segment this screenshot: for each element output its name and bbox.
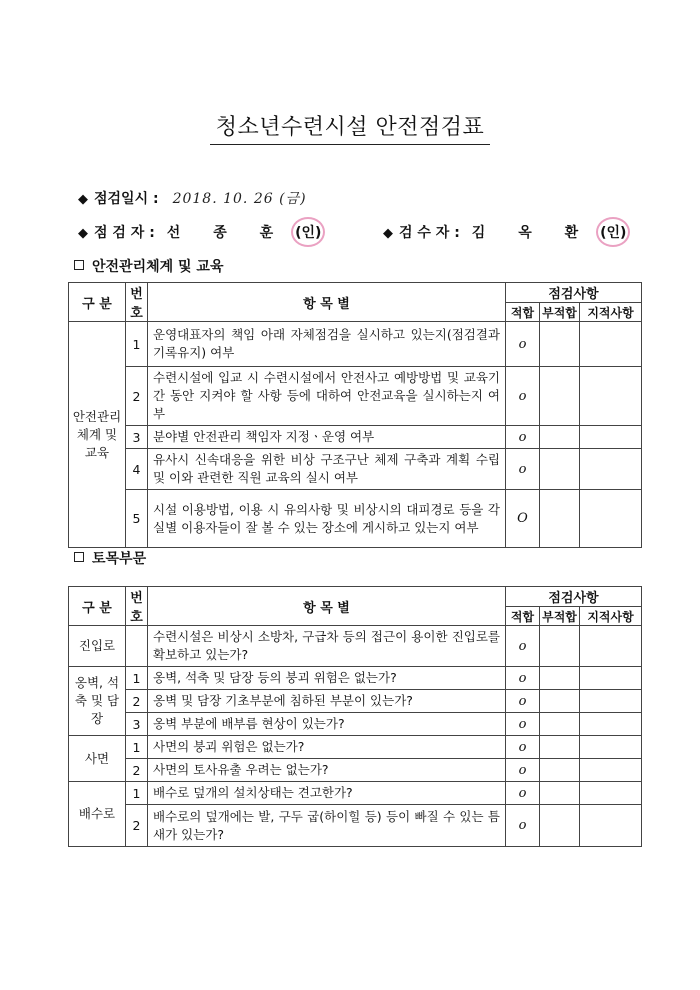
ng-cell — [540, 690, 580, 713]
item-text: 수련시설에 입교 시 수련시설에서 안전사고 예방방법 및 교육기간 동안 지켜야 할 사항 등에 대하여 안전교육을 실시하는지 여부 — [148, 367, 506, 426]
ok-mark: o — [506, 449, 540, 490]
category-cell: 진입로 — [69, 626, 126, 667]
ok-mark: o — [506, 426, 540, 449]
col-ok-header: 적합 — [506, 607, 540, 626]
col-note-header: 지적사항 — [580, 303, 642, 322]
table-row — [69, 736, 642, 759]
diamond-bullet-icon: ◆ — [78, 226, 88, 241]
inspector-seal: (인) — [295, 222, 321, 242]
table-row — [69, 426, 642, 449]
note-cell — [580, 805, 642, 847]
table-row — [69, 805, 642, 847]
row-number: 3 — [126, 426, 148, 449]
row-number: 1 — [126, 322, 148, 367]
row-number: 1 — [126, 667, 148, 690]
col-number-header: 번호 — [126, 587, 148, 626]
diamond-bullet-icon: ◆ — [383, 226, 393, 241]
ng-cell — [540, 759, 580, 782]
ng-cell — [540, 626, 580, 667]
ng-cell — [540, 667, 580, 690]
item-text: 배수로의 덮개에는 발, 구두 굽(하이힐 등) 등이 빠질 수 있는 틈새가 있는가? — [148, 805, 506, 847]
section-title-safety: 안전관리체계 및 교육 — [74, 256, 223, 276]
note-cell — [580, 626, 642, 667]
item-text: 배수로 덮개의 설치상태는 견고한가? — [148, 782, 506, 805]
ng-cell — [540, 322, 580, 367]
note-cell — [580, 667, 642, 690]
item-text: 사면의 토사유출 우려는 없는가? — [148, 759, 506, 782]
ng-cell — [540, 449, 580, 490]
category-cell: 옹벽, 석축 및 담장 — [69, 667, 126, 736]
item-text: 유사시 신속대응을 위한 비상 구조구난 체제 구축과 계획 수립 및 이와 관련한 직원 교육의 실시 여부 — [148, 449, 506, 490]
diamond-bullet-icon: ◆ — [78, 192, 88, 207]
ok-mark: o — [506, 626, 540, 667]
item-text: 옹벽 부분에 배부름 현상이 있는가? — [148, 713, 506, 736]
note-cell — [580, 490, 642, 548]
verifier-name: 김 옥 환 — [471, 225, 593, 241]
table-row — [69, 367, 642, 426]
seal-stamp-icon — [291, 217, 325, 247]
note-cell — [580, 759, 642, 782]
table-row — [69, 759, 642, 782]
col-category-header: 구 분 — [69, 283, 126, 322]
row-number: 2 — [126, 690, 148, 713]
category-cell: 사면 — [69, 736, 126, 782]
ok-mark: o — [506, 759, 540, 782]
col-number-header: 번호 — [126, 283, 148, 322]
seal-stamp-icon — [596, 217, 630, 247]
inspection-date-value: 2018. 10. 26 (금) — [172, 191, 307, 207]
category-cell: 안전관리 체계 및 교육 — [69, 322, 126, 548]
document-title: 청소년수련시설 안전점검표 — [0, 110, 700, 141]
ok-mark: o — [506, 367, 540, 426]
row-number: 3 — [126, 713, 148, 736]
ng-cell — [540, 367, 580, 426]
col-check-header: 점검사항 — [506, 283, 642, 303]
table-row — [69, 667, 642, 690]
note-cell — [580, 713, 642, 736]
table-row — [69, 322, 642, 367]
ng-cell — [540, 805, 580, 847]
ok-mark: o — [506, 322, 540, 367]
verifier-seal: (인) — [600, 222, 626, 242]
row-number: 2 — [126, 367, 148, 426]
section-title-civil: 토목부문 — [74, 548, 146, 568]
row-number: 2 — [126, 759, 148, 782]
ng-cell — [540, 713, 580, 736]
table-row — [69, 449, 642, 490]
row-number — [126, 626, 148, 667]
inspector-name: 선 종 훈 — [166, 225, 288, 241]
verifier-row — [383, 222, 626, 242]
col-check-header: 점검사항 — [506, 587, 642, 607]
note-cell — [580, 426, 642, 449]
ok-mark: o — [506, 805, 540, 847]
table-row — [69, 490, 642, 548]
item-text: 분야별 안전관리 책임자 지정ㆍ운영 여부 — [148, 426, 506, 449]
table-row — [69, 782, 642, 805]
inspection-date-label: 점검일시 : — [94, 191, 159, 207]
row-number: 1 — [126, 736, 148, 759]
col-ng-header: 부적합 — [540, 303, 580, 322]
table-row — [69, 626, 642, 667]
inspector-label: 점 검 자 : — [94, 225, 155, 241]
row-number: 4 — [126, 449, 148, 490]
ng-cell — [540, 782, 580, 805]
inspection-date-row — [78, 188, 307, 208]
ng-cell — [540, 736, 580, 759]
ng-cell — [540, 490, 580, 548]
ok-mark: o — [506, 690, 540, 713]
item-text: 수련시설은 비상시 소방차, 구급차 등의 접근이 용이한 진입로를 확보하고 있는가? — [148, 626, 506, 667]
col-item-header: 항 목 별 — [148, 587, 506, 626]
note-cell — [580, 367, 642, 426]
note-cell — [580, 736, 642, 759]
item-text: 시설 이용방법, 이용 시 유의사항 및 비상시의 대피경로 등을 각 실별 이용자들이 잘 볼 수 있는 장소에 게시하고 있는지 여부 — [148, 490, 506, 548]
row-number: 5 — [126, 490, 148, 548]
square-bullet-icon — [74, 260, 84, 270]
square-bullet-icon — [74, 552, 84, 562]
note-cell — [580, 322, 642, 367]
ok-mark: O — [506, 490, 540, 548]
note-cell — [580, 782, 642, 805]
ng-cell — [540, 426, 580, 449]
ok-mark: o — [506, 782, 540, 805]
ok-mark: o — [506, 736, 540, 759]
ok-mark: o — [506, 667, 540, 690]
table-row — [69, 713, 642, 736]
category-cell: 배수로 — [69, 782, 126, 847]
verifier-label: 검 수 자 : — [399, 225, 460, 241]
row-number: 1 — [126, 782, 148, 805]
table-row — [69, 690, 642, 713]
civil-checklist-table — [68, 586, 642, 847]
note-cell — [580, 449, 642, 490]
item-text: 옹벽, 석축 및 담장 등의 붕괴 위험은 없는가? — [148, 667, 506, 690]
item-text: 옹벽 및 담장 기초부분에 침하된 부분이 있는가? — [148, 690, 506, 713]
col-category-header: 구 분 — [69, 587, 126, 626]
safety-checklist-table — [68, 282, 642, 548]
col-ng-header: 부적합 — [540, 607, 580, 626]
col-item-header: 항 목 별 — [148, 283, 506, 322]
row-number: 2 — [126, 805, 148, 847]
note-cell — [580, 690, 642, 713]
col-ok-header: 적합 — [506, 303, 540, 322]
item-text: 운영대표자의 책임 아래 자체점검을 실시하고 있는지(점검결과 기록유지) 여부 — [148, 322, 506, 367]
col-note-header: 지적사항 — [580, 607, 642, 626]
item-text: 사면의 붕괴 위험은 없는가? — [148, 736, 506, 759]
inspector-row — [78, 222, 321, 242]
ok-mark: o — [506, 713, 540, 736]
